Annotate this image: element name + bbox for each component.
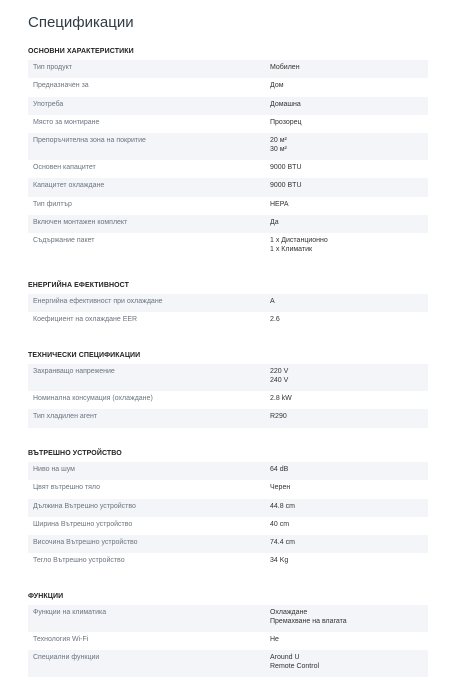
spec-row	[28, 409, 428, 427]
spec-row	[28, 115, 428, 133]
spec-value-line: R290	[270, 413, 287, 421]
spec-value-line: Черен	[270, 484, 291, 492]
spec-label: Капацитет охлаждане	[33, 182, 105, 190]
spec-label: Тип продукт	[33, 64, 72, 71]
spec-value-line: Премахване на влагата	[270, 618, 347, 625]
spec-label: Специални функции	[33, 654, 100, 662]
spec-label: Захранващо напрежение	[33, 368, 115, 375]
spec-value	[270, 315, 428, 324]
spec-value-line: Дом	[270, 82, 284, 90]
spec-row	[28, 517, 428, 535]
spec-value	[270, 297, 428, 306]
spec-value-line: Мобилен	[270, 64, 300, 71]
spec-value	[270, 81, 428, 90]
spec-label: Място за монтиране	[33, 118, 100, 126]
spec-row	[28, 133, 428, 160]
spec-value-line: 1 x Климатик	[270, 246, 313, 254]
spec-table	[28, 60, 428, 260]
spec-value	[270, 483, 428, 492]
spec-label: Тип хладилен агент	[33, 413, 98, 421]
spec-value	[270, 556, 428, 565]
spec-row	[28, 312, 428, 330]
spec-value	[270, 367, 428, 385]
spec-value	[270, 200, 428, 209]
spec-row	[28, 391, 428, 409]
spec-value-line: 30 м²	[270, 146, 287, 154]
spec-label: Дължина Вътрешно устройство	[33, 502, 136, 510]
spec-value	[270, 608, 428, 626]
spec-value	[270, 136, 428, 154]
spec-value	[270, 163, 428, 172]
spec-value-line: Домашна	[270, 100, 301, 108]
spec-label: Тегло Вътрешно устройство	[33, 557, 125, 565]
spec-value-line: 9000 BTU	[270, 164, 302, 172]
section-title: ВЪТРЕШНО УСТРОЙСТВО	[28, 450, 122, 457]
section-title: ФУНКЦИИ	[28, 593, 64, 600]
spec-label: Височина Вътрешно устройство	[33, 539, 138, 547]
spec-value-line: Не	[270, 636, 279, 643]
spec-row	[28, 462, 428, 480]
spec-value	[270, 118, 428, 127]
spec-label: Коефициент на охлаждане EER	[33, 316, 138, 324]
spec-value-line: 20 м²	[270, 137, 287, 145]
spec-label: Съдържание пакет	[33, 237, 95, 245]
section-title: ТЕХНИЧЕСКИ СПЕЦИФИКАЦИИ	[28, 352, 141, 359]
spec-row	[28, 215, 428, 233]
spec-row	[28, 605, 428, 632]
spec-row	[28, 499, 428, 517]
spec-table	[28, 364, 428, 428]
spec-value	[270, 502, 428, 511]
spec-label: Употреба	[33, 100, 64, 108]
spec-label: Ширина Вътрешно устройство	[33, 520, 133, 528]
spec-value-line: HEPA	[270, 200, 289, 208]
section-title: ЕНЕРГИЙНА ЕФЕКТИВНОСТ	[28, 282, 130, 289]
spec-value-line: 34 Kg	[270, 557, 289, 565]
spec-row	[28, 553, 428, 571]
spec-row	[28, 535, 428, 553]
spec-value	[270, 100, 428, 109]
spec-value	[270, 412, 428, 421]
spec-row	[28, 632, 428, 650]
spec-row	[28, 233, 428, 260]
spec-row	[28, 78, 428, 96]
spec-value-line: Да	[270, 219, 279, 227]
spec-section	[28, 593, 428, 677]
spec-value-line: 240 V	[270, 377, 289, 384]
spec-label: Препоръчителна зона на покритие	[33, 137, 146, 145]
spec-value	[270, 63, 428, 72]
spec-value-line: 64 dB	[270, 466, 289, 473]
spec-value-line: 40 cm	[270, 520, 290, 528]
spec-value	[270, 181, 428, 190]
spec-row	[28, 160, 428, 178]
spec-row	[28, 650, 428, 677]
spec-row	[28, 294, 428, 312]
spec-value-line: 44.8 cm	[270, 502, 295, 510]
spec-value-line: A	[270, 298, 275, 305]
spec-section	[28, 48, 428, 260]
spec-value-line: 2.6	[270, 316, 280, 324]
spec-label: Номинална консумация (охлаждане)	[33, 395, 153, 402]
spec-section	[28, 282, 428, 331]
spec-table	[28, 605, 428, 677]
spec-value	[270, 236, 428, 254]
spec-value-line: Прозорец	[270, 118, 302, 126]
spec-row	[28, 480, 428, 498]
spec-value	[270, 635, 428, 644]
spec-label: Цвят вътрешно тяло	[33, 484, 100, 492]
spec-value-line: 2.8 kW	[270, 395, 292, 402]
spec-value	[270, 394, 428, 403]
spec-row	[28, 364, 428, 391]
spec-value-line: Remote Control	[270, 663, 320, 671]
spec-label: Енергийна ефективност при охлаждане	[33, 298, 163, 305]
spec-label: Ниво на шум	[33, 466, 75, 473]
spec-label: Основен капацитет	[33, 164, 96, 172]
spec-value-line: 220 V	[270, 368, 289, 375]
spec-value	[270, 520, 428, 529]
spec-row	[28, 60, 428, 78]
spec-table	[28, 294, 428, 331]
spec-value	[270, 465, 428, 474]
spec-label: Технология Wi-Fi	[33, 636, 89, 643]
spec-label: Функции на климатика	[33, 609, 107, 616]
spec-table	[28, 462, 428, 572]
spec-value-line: Охлаждане	[270, 609, 308, 616]
spec-value-line: 9000 BTU	[270, 182, 302, 190]
page-title: Спецификации	[28, 14, 134, 31]
section-title: ОСНОВНИ ХАРАКТЕРИСТИКИ	[28, 48, 134, 55]
spec-section	[28, 352, 428, 428]
spec-row	[28, 178, 428, 196]
spec-section	[28, 450, 428, 572]
spec-value-line: 1 x Дистанционно	[270, 237, 328, 245]
spec-label: Предназначен за	[33, 82, 89, 90]
spec-value	[270, 653, 428, 671]
spec-value-line: 74.4 cm	[270, 539, 295, 547]
spec-label: Тип филтър	[33, 200, 72, 208]
spec-value-line: Around U	[270, 654, 300, 662]
spec-label: Включен монтажен комплект	[33, 219, 128, 227]
spec-value	[270, 538, 428, 547]
spec-row	[28, 197, 428, 215]
spec-value	[270, 218, 428, 227]
spec-row	[28, 97, 428, 115]
